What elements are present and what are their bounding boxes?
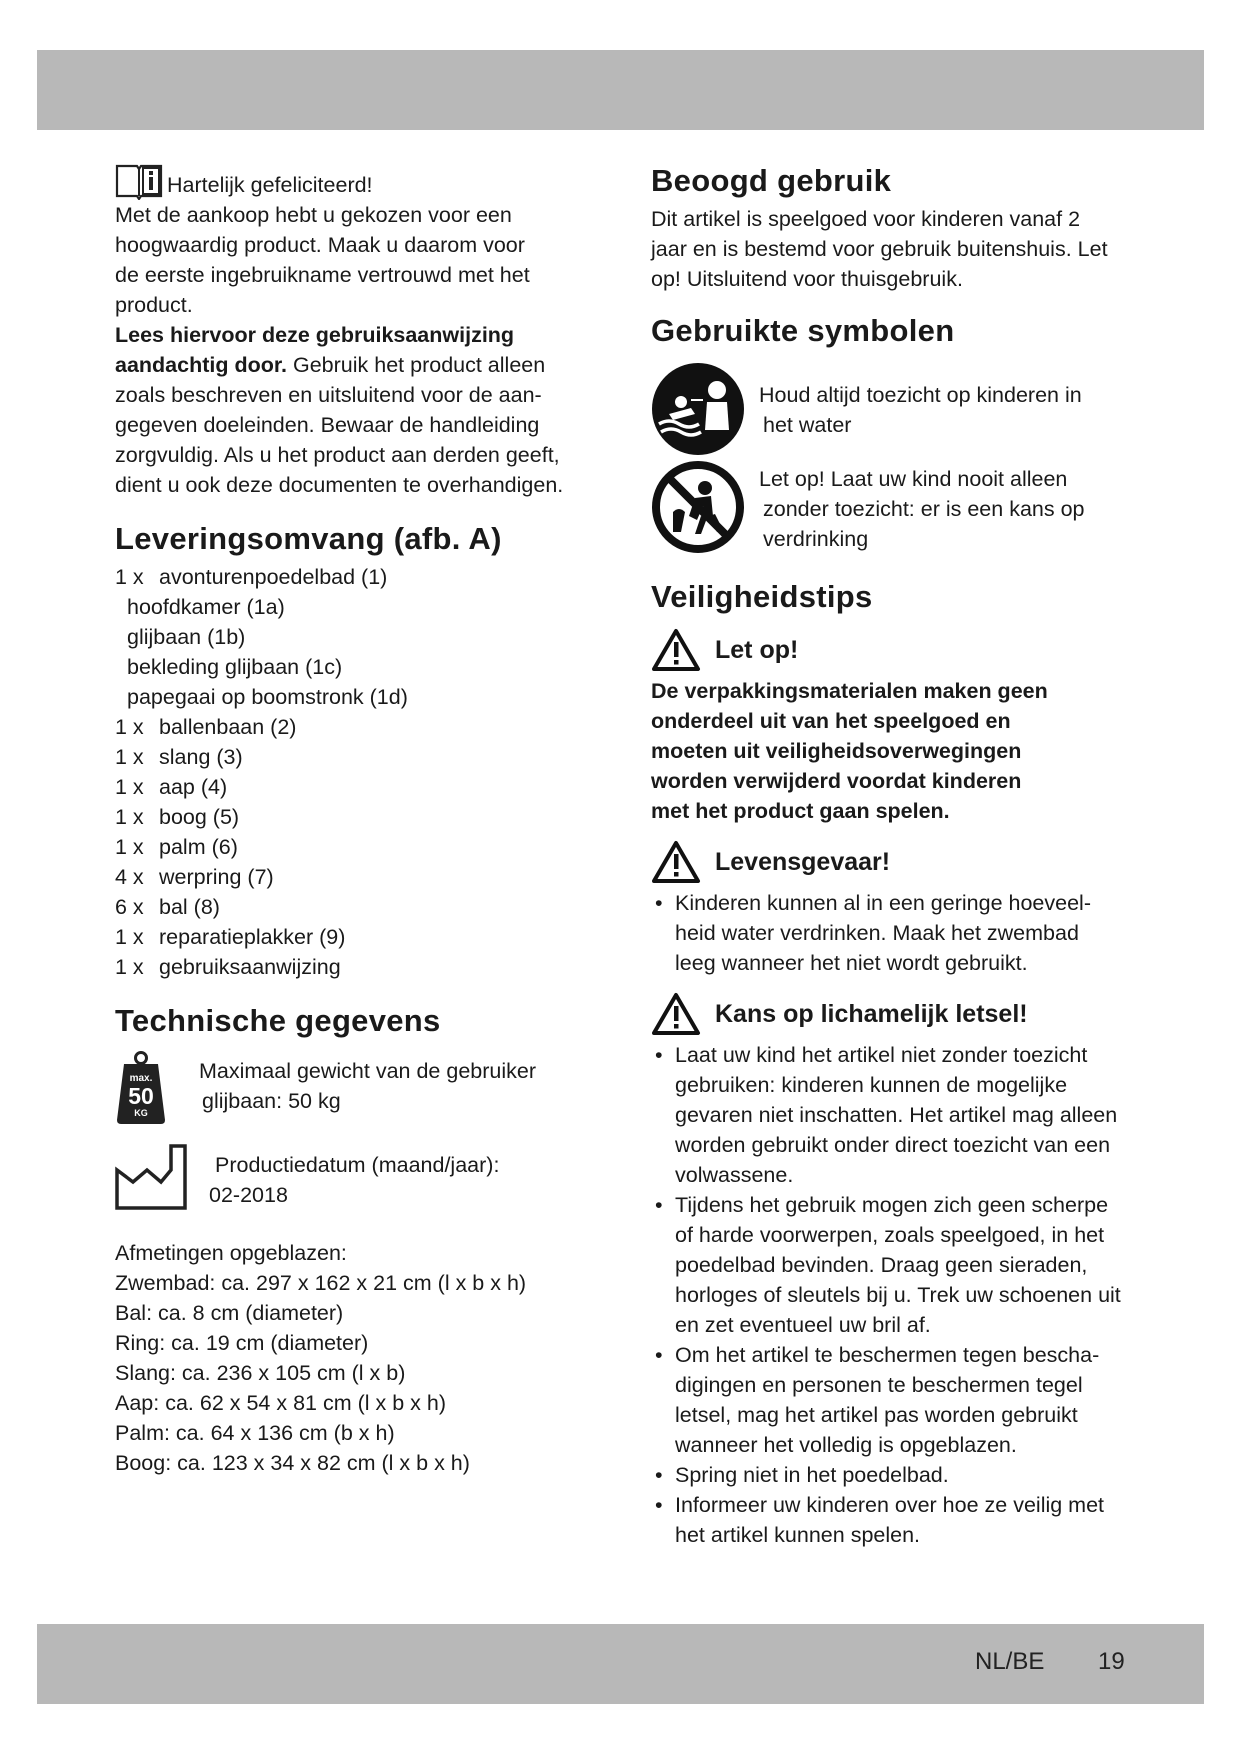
greeting: Hartelijk gefeliciteerd!	[167, 173, 373, 197]
header-band	[37, 50, 1204, 130]
delivery-qty: 6 x	[115, 895, 144, 919]
right-column	[651, 162, 1131, 1550]
intended-use-line: jaar en is bestemd voor gebruik buitenshuis. Let	[651, 237, 1108, 261]
weight-icon-number: 50	[128, 1083, 154, 1109]
alone-row	[651, 460, 1131, 554]
delivery-name: reparatieplakker (9)	[159, 925, 346, 949]
bullet-line: • Kinderen kunnen al in een geringe hoeveel-	[675, 891, 1091, 915]
dims-line: Zwembad: ca. 297 x 162 x 21 cm (l x b x h)	[115, 1271, 527, 1295]
delivery-subitem: bekleding glijbaan (1c)	[127, 655, 343, 679]
delivery-qty: 1 x	[115, 745, 144, 769]
delivery-name: aap (4)	[159, 775, 228, 799]
attention-line: De verpakkingsmaterialen maken geen	[651, 679, 1048, 703]
supervise-text	[759, 380, 1082, 440]
supervise-line: het water	[763, 413, 852, 437]
delivery-item	[115, 952, 605, 982]
injury-list	[651, 1040, 1131, 1550]
no-unattended-icon	[651, 460, 745, 554]
delivery-subitem: glijbaan (1b)	[127, 625, 246, 649]
warning-triangle-icon	[651, 628, 701, 672]
delivery-name: ballenbaan (2)	[159, 715, 297, 739]
attention-line: moeten uit veiligheidsoverwegingen	[651, 739, 1022, 763]
intro-mixed-line	[115, 350, 605, 380]
attention-line: onderdeel uit van het speelgoed en	[651, 709, 1011, 733]
left-column	[115, 162, 605, 1478]
bullet-line: digingen en personen te beschermen tegel	[675, 1373, 1083, 1397]
intended-use-line: Dit artikel is speelgoed voor kinderen vanaf 2	[651, 207, 1081, 231]
weight-icon	[115, 1050, 167, 1126]
weight-icon-unit: KG	[134, 1108, 148, 1118]
weight-row	[115, 1050, 605, 1126]
intro-line: hoogwaardig product. Maak u daarom voor	[115, 233, 525, 257]
intro-bold-line: Lees hiervoor deze gebruiksaanwijzing	[115, 323, 515, 347]
dims-line: Ring: ca. 19 cm (diameter)	[115, 1331, 369, 1355]
intro-rest-text: Gebruik het product alleen	[287, 353, 546, 377]
bullet-line: • Informeer uw kinderen over hoe ze veilig met	[675, 1493, 1105, 1517]
bullet-line: heid water verdrinken. Maak het zwembad	[675, 921, 1079, 945]
injury-bullet	[651, 1190, 1131, 1340]
danger-list	[651, 888, 1131, 978]
bullet-line: • Laat uw kind het artikel niet zonder toezicht	[675, 1043, 1088, 1067]
attention-line: worden verwijderd voordat kinderen	[651, 769, 1022, 793]
injury-bullet	[651, 1340, 1131, 1460]
delivery-qty: 1 x	[115, 835, 144, 859]
bullet-line: letsel, mag het artikel pas worden gebruikt	[675, 1403, 1078, 1427]
read-manual-icon	[115, 162, 163, 200]
alone-text	[759, 464, 1085, 554]
injury-title: Kans op lichamelijk letsel!	[715, 999, 1028, 1028]
dims-line: Boog: ca. 123 x 34 x 82 cm (l x b x h)	[115, 1451, 470, 1475]
bullet-line: het artikel kunnen spelen.	[675, 1523, 921, 1547]
intro-line: Met de aankoop hebt u gekozen voor een	[115, 203, 512, 227]
delivery-qty: 1 x	[115, 955, 144, 979]
delivery-item	[115, 712, 605, 742]
injury-bullet	[651, 1490, 1131, 1550]
bullet-line: wanneer het volledig is opgeblazen.	[675, 1433, 1017, 1457]
delivery-name: gebruiksaanwijzing	[159, 955, 341, 979]
dims-line: Palm: ca. 64 x 136 cm (b x h)	[115, 1421, 395, 1445]
danger-bullet	[651, 888, 1131, 978]
bullet-line: gebruiken: kinderen kunnen de mogelijke	[675, 1073, 1068, 1097]
delivery-item	[115, 562, 605, 592]
intro-line: gegeven doeleinden. Bewaar de handleiding	[115, 413, 540, 437]
delivery-qty: 1 x	[115, 775, 144, 799]
delivery-item	[115, 742, 605, 772]
intro-line: zorgvuldig. Als u het product aan derden geeft,	[115, 443, 560, 467]
symbols-heading: Gebruikte symbolen	[651, 313, 955, 348]
dims-line: Aap: ca. 62 x 54 x 81 cm (l x b x h)	[115, 1391, 447, 1415]
intro-line: dient u ook deze documenten te overhandigen.	[115, 473, 564, 497]
supervise-children-icon	[651, 362, 745, 456]
alone-line: zonder toezicht: er is een kans op	[763, 497, 1085, 521]
supervise-row	[651, 362, 1131, 456]
weight-line: Maximaal gewicht van de gebruiker	[199, 1059, 536, 1083]
dims-line: Bal: ca. 8 cm (diameter)	[115, 1301, 344, 1325]
weight-text	[199, 1056, 536, 1116]
delivery-name: boog (5)	[159, 805, 240, 829]
weight-line: glijbaan: 50 kg	[202, 1089, 341, 1113]
attention-heading	[651, 628, 1131, 672]
delivery-qty: 4 x	[115, 865, 144, 889]
bullet-line: horloges of sleutels bij u. Trek uw schoenen uit	[675, 1283, 1121, 1307]
injury-heading	[651, 992, 1131, 1036]
delivery-item	[115, 922, 605, 952]
bullet-line: worden gebruikt onder direct toezicht van een	[675, 1133, 1111, 1157]
bullet-line: • Spring niet in het poedelbad.	[675, 1463, 949, 1487]
weight-icon-top: max.	[129, 1073, 153, 1084]
bullet-line: volwassene.	[675, 1163, 794, 1187]
delivery-name: bal (8)	[159, 895, 220, 919]
delivery-item	[115, 772, 605, 802]
danger-heading	[651, 840, 1131, 884]
delivery-name: palm (6)	[159, 835, 238, 859]
danger-title: Levensgevaar!	[715, 847, 891, 876]
delivery-qty: 1 x	[115, 925, 144, 949]
technical-heading: Technische gegevens	[115, 1003, 441, 1038]
page-number: 19	[1098, 1648, 1125, 1675]
attention-title: Let op!	[715, 635, 799, 664]
alone-line: verdrinking	[763, 527, 869, 551]
alone-line: Let op! Laat uw kind nooit alleen	[759, 467, 1068, 491]
intended-use-heading: Beoogd gebruik	[651, 163, 892, 198]
supervise-line: Houd altijd toezicht op kinderen in	[759, 383, 1082, 407]
delivery-subitem: hoofdkamer (1a)	[127, 595, 285, 619]
production-line: 02-2018	[209, 1183, 288, 1207]
production-text	[209, 1150, 499, 1210]
bullet-line: of harde voorwerpen, zoals speelgoed, in het	[675, 1223, 1105, 1247]
delivery-qty: 1 x	[115, 805, 144, 829]
delivery-qty: 1 x	[115, 715, 144, 739]
delivery-item	[115, 892, 605, 922]
intro-line: zoals beschreven en uitsluitend voor de aan-	[115, 383, 542, 407]
injury-bullet	[651, 1460, 1131, 1490]
bullet-line: • Om het artikel te beschermen tegen bescha-	[675, 1343, 1100, 1367]
delivery-name: slang (3)	[159, 745, 243, 769]
injury-bullet	[651, 1040, 1131, 1190]
warning-triangle-icon	[651, 840, 701, 884]
safety-heading: Veiligheidstips	[651, 579, 873, 614]
delivery-item	[115, 802, 605, 832]
delivery-item	[115, 832, 605, 862]
attention-line: met het product gaan spelen.	[651, 799, 950, 823]
bullet-line: • Tijdens het gebruik mogen zich geen scherpe	[675, 1193, 1109, 1217]
manufacture-date-icon	[115, 1144, 187, 1210]
dims-title: Afmetingen opgeblazen:	[115, 1241, 347, 1265]
bullet-line: leeg wanneer het niet wordt gebruikt.	[675, 951, 1028, 975]
greeting-row	[115, 162, 605, 200]
bullet-line: poedelbad bevinden. Draag geen sieraden,	[675, 1253, 1088, 1277]
delivery-name: avonturenpoedelbad (1)	[159, 565, 388, 589]
production-line: Productiedatum (maand/jaar):	[215, 1153, 500, 1177]
intro-line: product.	[115, 293, 193, 317]
intended-use-line: op! Uitsluitend voor thuisgebruik.	[651, 267, 963, 291]
bullet-line: gevaren niet inschatten. Het artikel mag alleen	[675, 1103, 1118, 1127]
intro-line: de eerste ingebruikname vertrouwd met het	[115, 263, 530, 287]
bullet-line: en zet eventueel uw bril af.	[675, 1313, 931, 1337]
production-row	[115, 1144, 605, 1210]
warning-triangle-icon	[651, 992, 701, 1036]
delivery-item	[115, 862, 605, 892]
delivery-qty: 1 x	[115, 565, 144, 589]
delivery-name: werpring (7)	[159, 865, 274, 889]
dims-line: Slang: ca. 236 x 105 cm (l x b)	[115, 1361, 406, 1385]
delivery-subitem: papegaai op boomstronk (1d)	[127, 685, 408, 709]
delivery-heading: Leveringsomvang (afb. A)	[115, 521, 502, 556]
footer-language: NL/BE	[975, 1648, 1045, 1675]
intro-bold-text: aandachtig door.	[115, 353, 288, 377]
